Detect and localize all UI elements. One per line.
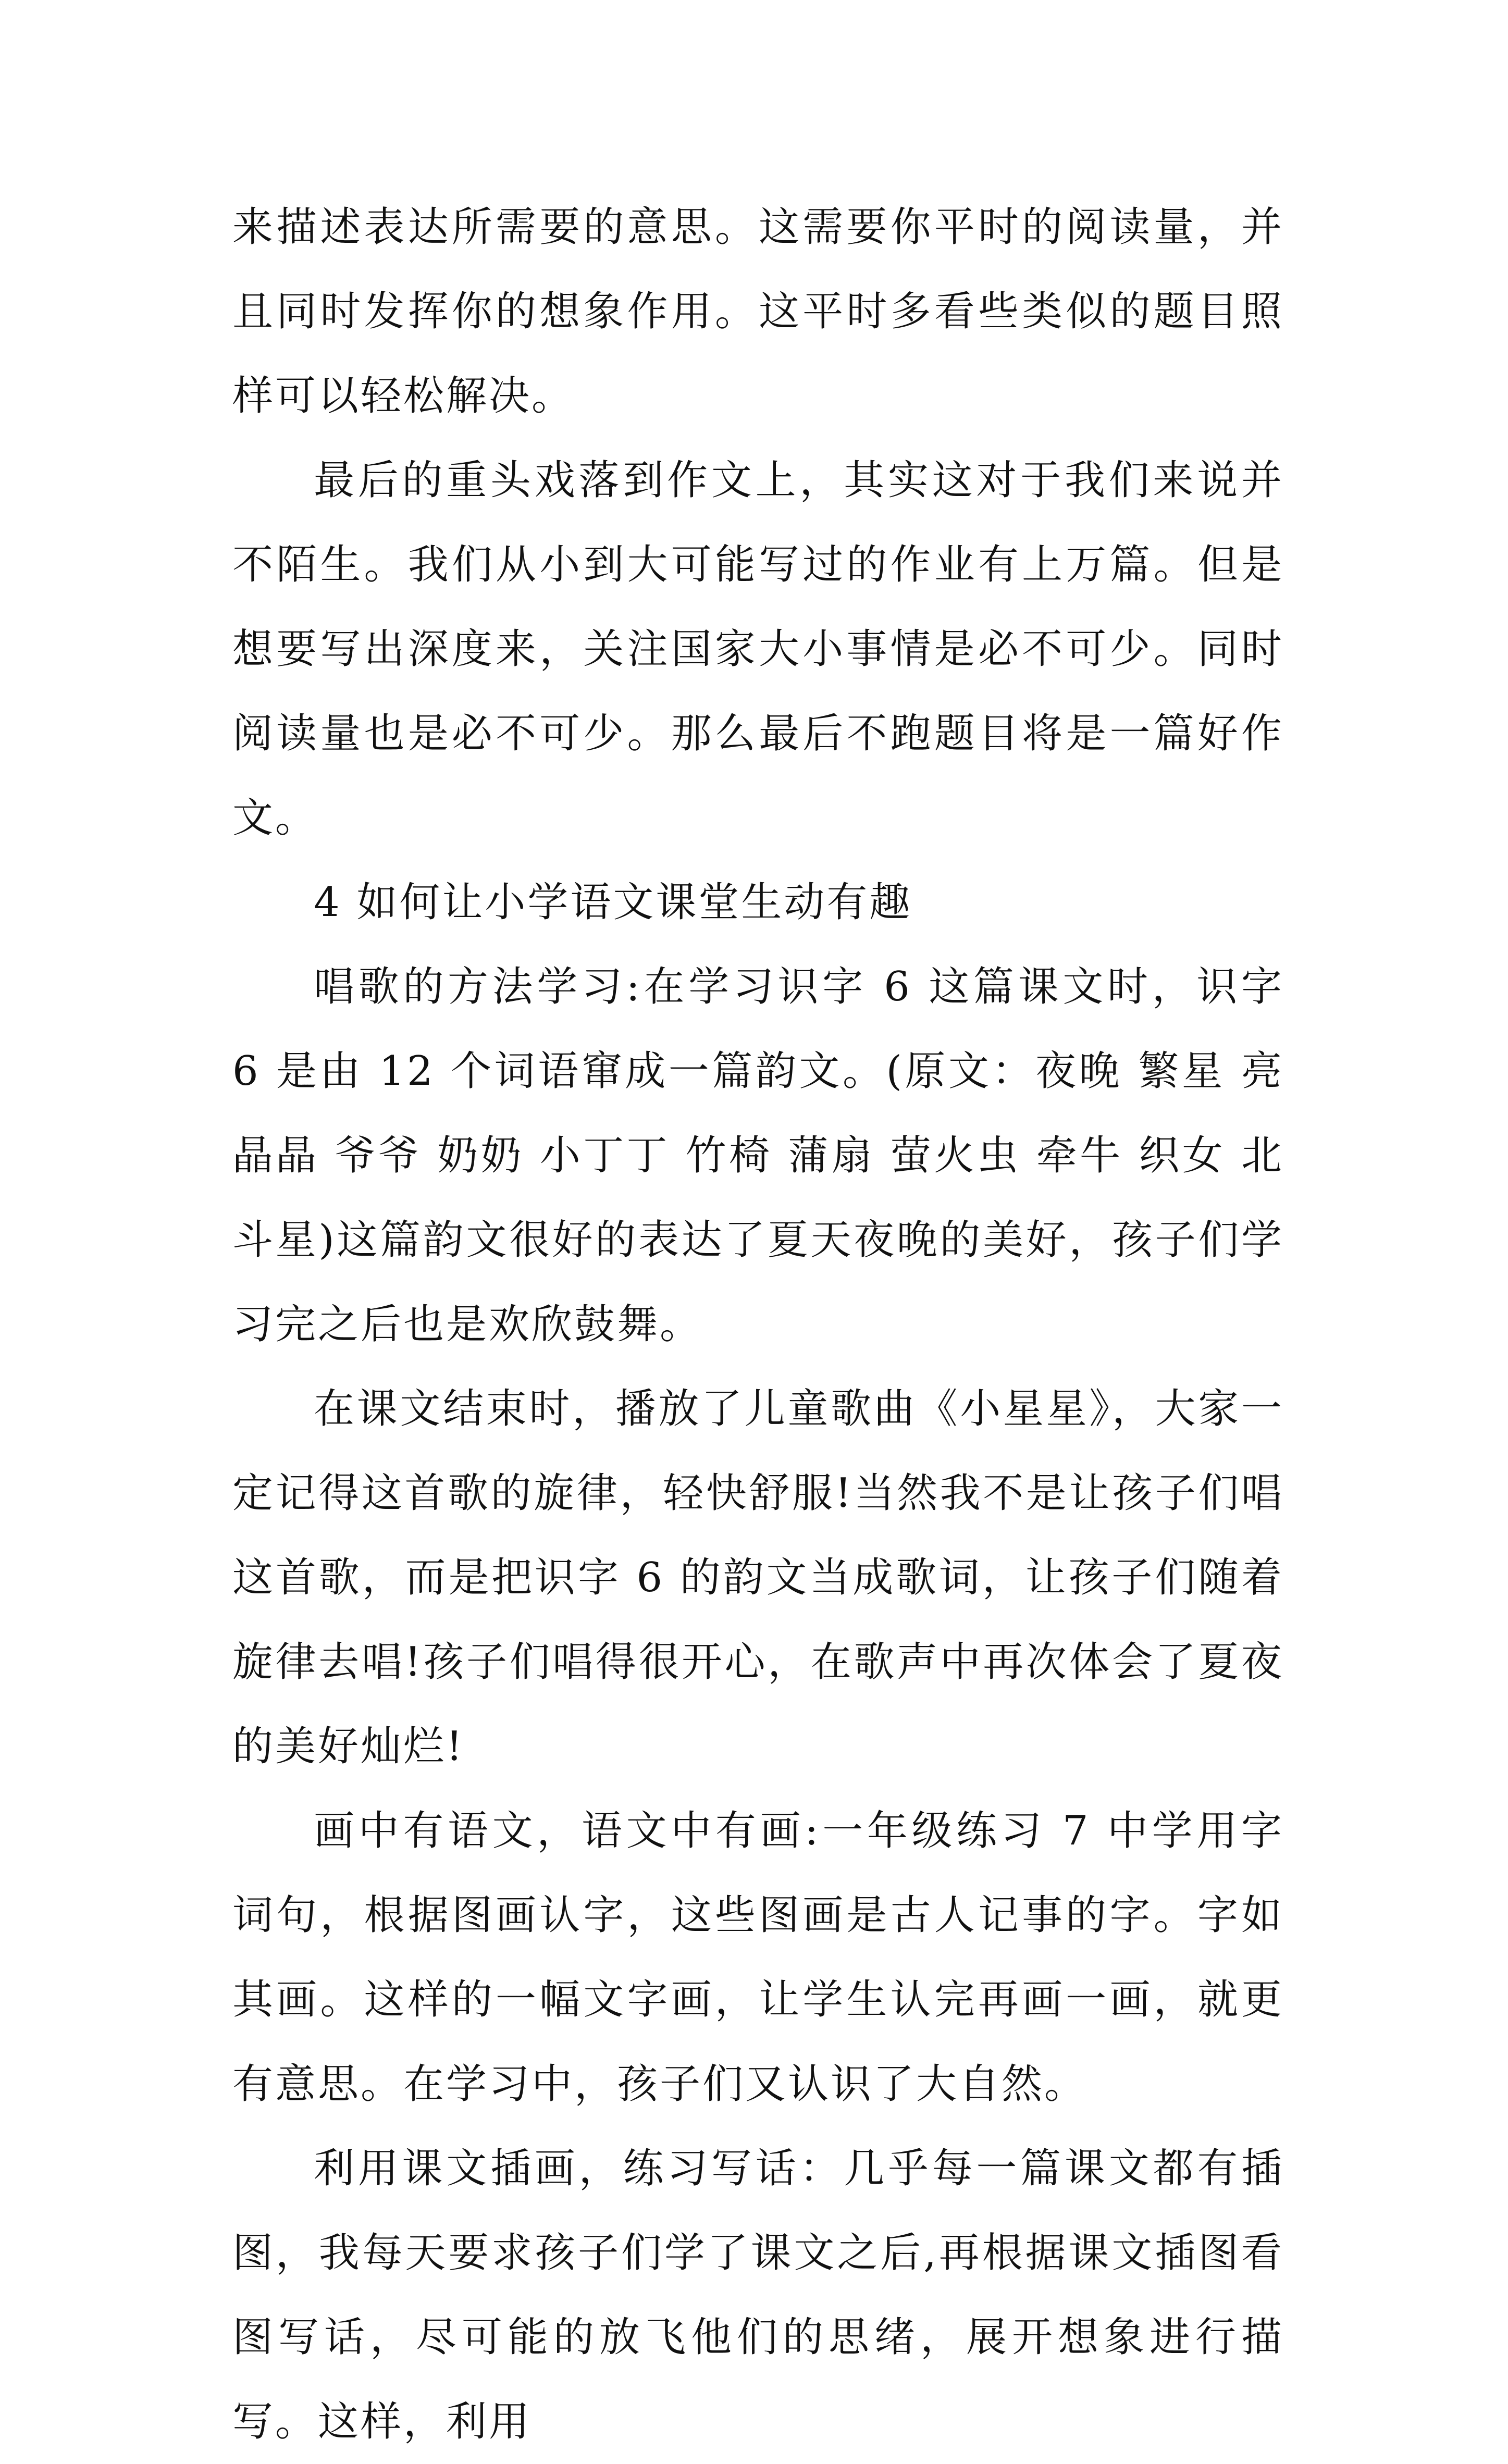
paragraph: 最后的重头戏落到作文上，其实这对于我们来说并不陌生。我们从小到大可能写过的作业有上万篇。但是想要写出深度来，关注国家大小事情是必不可少。同时阅读量也是必不可少。那么最后不跑题目将是一篇好作文。 [232, 457, 1284, 841]
paragraph: 画中有语文，语文中有画:一年级练习 7 中学用字词句，根据图画认字，这些图画是古人记事的字。字如其画。这样的一幅文字画，让学生认完再画一画，就更有意思。在学习中，孩子们又认识了大自然。 [232, 1807, 1284, 2108]
paragraph: 来描述表达所需要的意思。这需要你平时的阅读量，并且同时发挥你的想象作用。这平时多看些类似的题目照样可以轻松解决。 [232, 204, 1284, 419]
section-heading: 4 如何让小学语文课堂生动有趣 [314, 879, 912, 926]
paragraph: 在课文结束时，播放了儿童歌曲《小星星》，大家一定记得这首歌的旋律，轻快舒服!当然我不是让孩子们唱这首歌，而是把识字 6 的韵文当成歌词，让孩子们随着旋律去唱!孩子们唱得很开心，在歌声中再次体会了夏夜的美好灿烂! [232, 1385, 1284, 1770]
paragraph: 利用课文插画，练习写话：几乎每一篇课文都有插图，我每天要求孩子们学了课文之后,再根据课文插图看图写话，尽可能的放飞他们的思绪，展开想象进行描写。这样，利用 [232, 2145, 1284, 2445]
document-body [232, 185, 1284, 2464]
paragraph: 唱歌的方法学习:在学习识字 6 这篇课文时，识字 6 是由 12 个词语窜成一篇韵文。(原文：夜晚 繁星 亮晶晶 爷爷 奶奶 小丁丁 竹椅 蒲扇 萤火虫 牵牛 织女 北斗星)这篇韵文很好的表达了夏天夜晚的美好，孩子们学习完之后也是欢欣鼓舞。 [232, 963, 1284, 1348]
